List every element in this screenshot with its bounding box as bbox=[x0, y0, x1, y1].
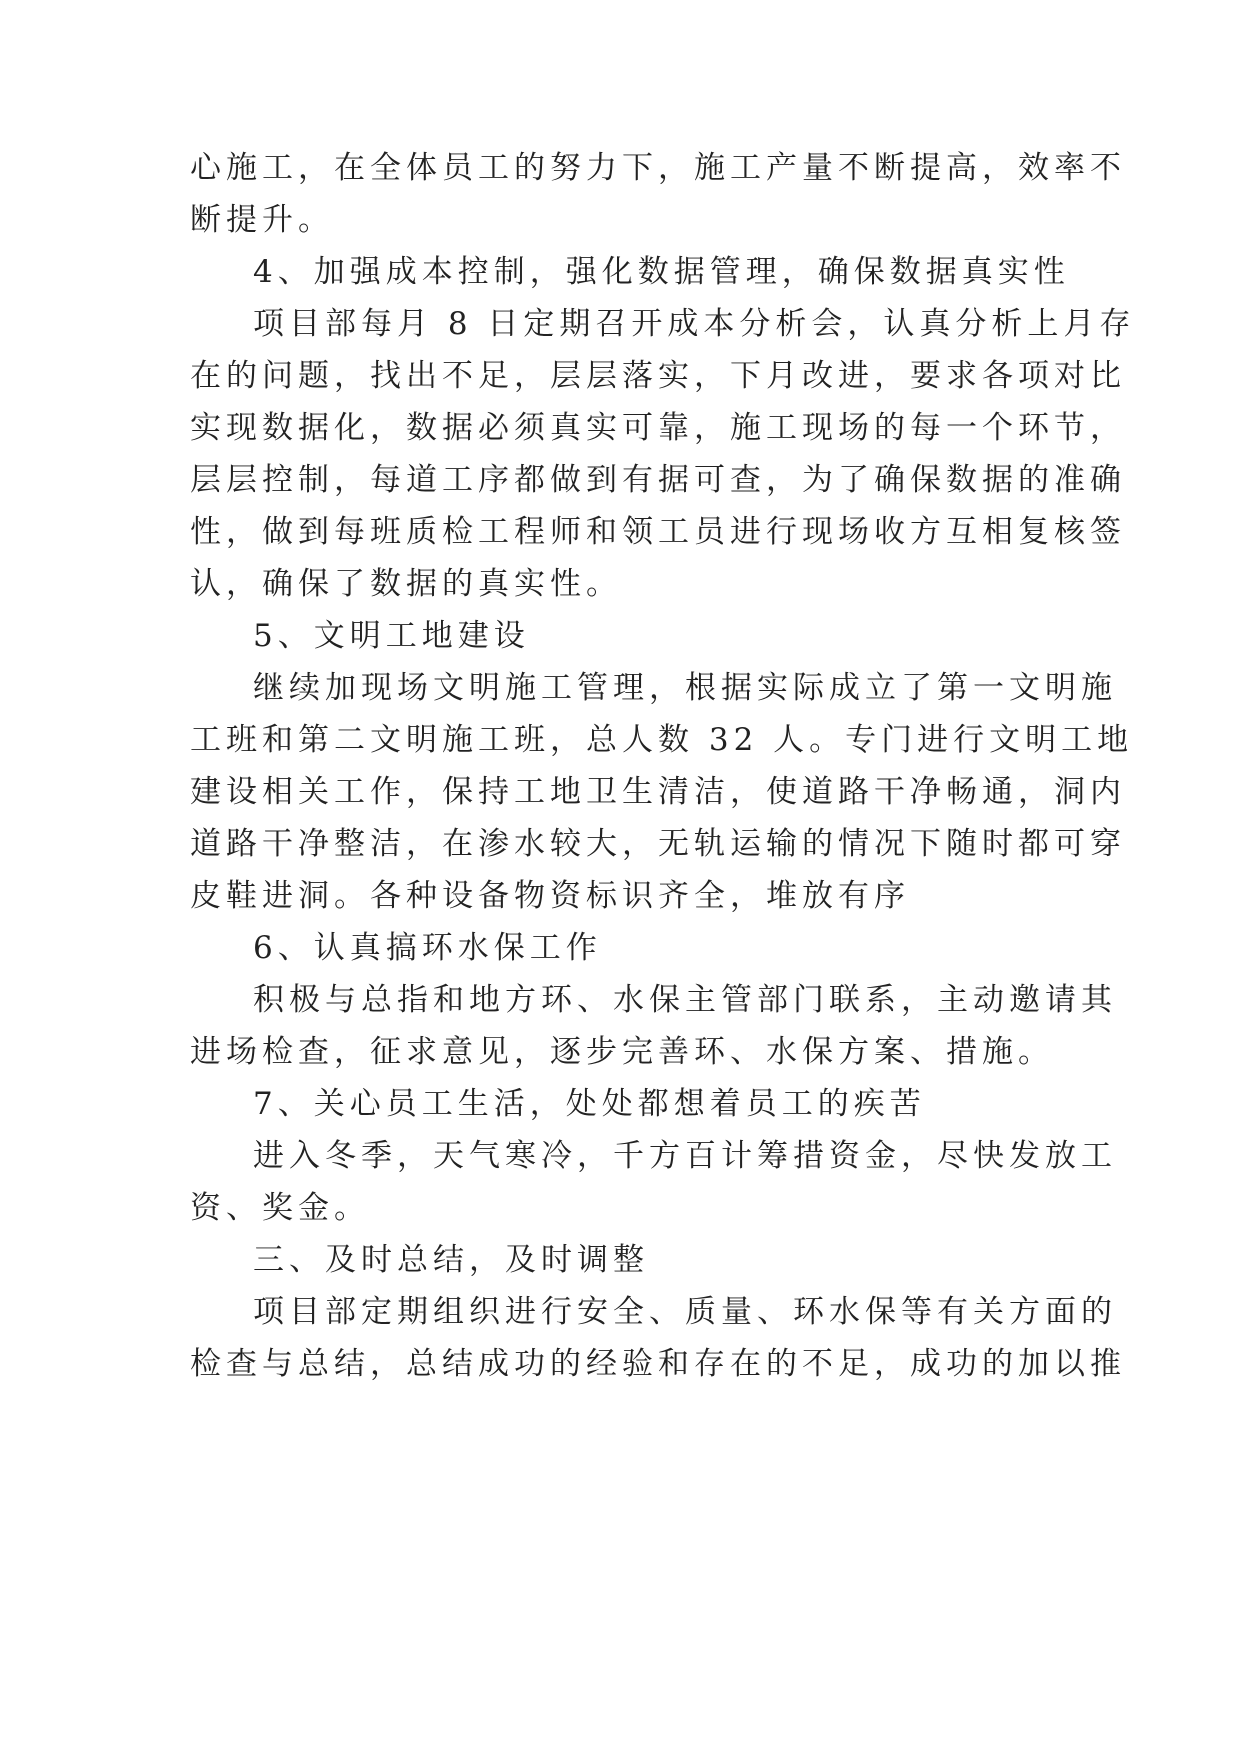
section-heading: 5、文明工地建设 bbox=[253, 618, 530, 654]
body-line: 认，确保了数据的真实性。 bbox=[190, 566, 622, 602]
body-line: 项目部定期组织进行安全、质量、环水保等有关方面的 bbox=[253, 1294, 1117, 1330]
body-line: 资、奖金。 bbox=[190, 1190, 370, 1226]
body-line: 继续加现场文明施工管理，根据实际成立了第一文明施 bbox=[253, 670, 1117, 706]
body-line: 在的问题，找出不足，层层落实，下月改进，要求各项对比 bbox=[190, 358, 1126, 394]
section-heading: 6、认真搞环水保工作 bbox=[253, 930, 602, 966]
body-line: 工班和第二文明施工班，总人数 32 人。专门进行文明工地 bbox=[190, 722, 1134, 758]
body-line: 心施工，在全体员工的努力下，施工产量不断提高，效率不 bbox=[190, 150, 1126, 186]
body-line: 检查与总结，总结成功的经验和存在的不足，成功的加以推 bbox=[190, 1346, 1126, 1382]
body-line: 进场检查，征求意见，逐步完善环、水保方案、措施。 bbox=[190, 1034, 1054, 1070]
section-heading: 7、关心员工生活，处处都想着员工的疾苦 bbox=[253, 1086, 926, 1122]
body-line: 道路干净整洁，在渗水较大，无轨运输的情况下随时都可穿 bbox=[190, 826, 1126, 862]
body-line: 皮鞋进洞。各种设备物资标识齐全，堆放有序 bbox=[190, 878, 910, 914]
body-line: 积极与总指和地方环、水保主管部门联系，主动邀请其 bbox=[253, 982, 1117, 1018]
body-line: 进入冬季，天气寒冷，千方百计筹措资金，尽快发放工 bbox=[253, 1138, 1117, 1174]
body-line: 断提升。 bbox=[190, 202, 334, 238]
body-line: 实现数据化，数据必须真实可靠，施工现场的每一个环节， bbox=[190, 410, 1126, 446]
section-heading: 4、加强成本控制，强化数据管理，确保数据真实性 bbox=[253, 254, 1070, 290]
body-line: 性，做到每班质检工程师和领工员进行现场收方互相复核签 bbox=[190, 514, 1126, 550]
body-line: 层层控制，每道工序都做到有据可查，为了确保数据的准确 bbox=[190, 462, 1126, 498]
section-heading: 三、及时总结，及时调整 bbox=[253, 1242, 649, 1278]
body-line: 建设相关工作，保持工地卫生清洁，使道路干净畅通，洞内 bbox=[190, 774, 1126, 810]
body-line: 项目部每月 8 日定期召开成本分析会，认真分析上月存 bbox=[253, 306, 1136, 342]
